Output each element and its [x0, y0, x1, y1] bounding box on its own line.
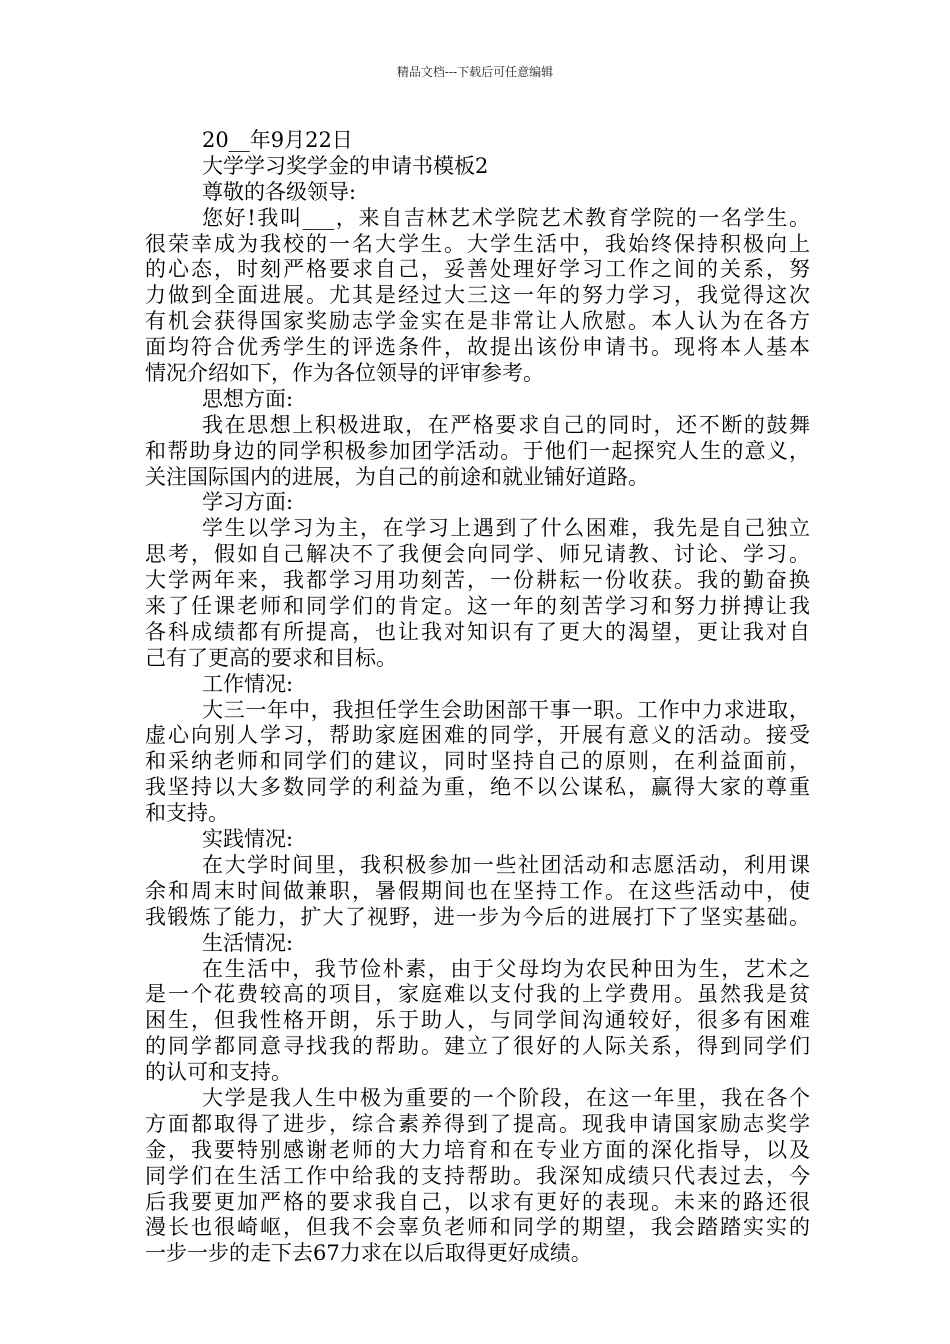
text-line: 情况介绍如下，作为各位领导的评审参考。 [145, 361, 544, 386]
page-header: 精品文档---下载后可任意编辑 [396, 65, 554, 79]
text-line: 20__年9月22日 [202, 128, 353, 152]
text-line: 各科成绩都有所提高，也让我对知识有了更大的渴望，更让我对自 [145, 619, 810, 644]
text-line: 大学学习奖学金的申请书模板2 [202, 153, 489, 178]
text-line: 实践情况: [202, 827, 294, 852]
text-line: 学生以学习为主，在学习上遇到了什么困难，我先是自己独立 [202, 516, 810, 541]
text-line: 的心态，时刻严格要求自己，妥善处理好学习工作之间的关系，努 [145, 257, 810, 282]
text-line: 生活情况: [202, 930, 294, 955]
text-line: 大学是我人生中极为重要的一个阶段，在这一年里，我在各个 [202, 1085, 810, 1110]
text-line: 我在思想上积极进取，在严格要求自己的同时，还不断的鼓舞 [202, 412, 810, 437]
text-line: 和帮助身边的同学积极参加团学活动。于他们一起探究人生的意义， [145, 438, 810, 463]
text-line: 关注国际国内的进展，为自己的前途和就业铺好道路。 [145, 464, 649, 489]
text-line: 面均符合优秀学生的评选条件，故提出该份申请书。现将本人基本 [145, 335, 810, 360]
text-line: 和支持。 [145, 801, 229, 826]
text-line: 余和周末时间做兼职，暑假期间也在坚持工作。在这些活动中，使 [145, 878, 810, 903]
text-line: 困生，但我性格开朗，乐于助人，与同学间沟通较好，很多有困难 [145, 1008, 810, 1033]
text-line: 是一个花费较高的项目，家庭难以支付我的上学费用。虽然我是贫 [145, 982, 810, 1007]
text-line: 我坚持以大多数同学的利益为重，绝不以公谋私，赢得大家的尊重 [145, 775, 810, 800]
text-line: 来了任课老师和同学们的肯定。这一年的刻苦学习和努力拼搏让我 [145, 594, 810, 619]
text-line: 您好!我叫___，来自吉林艺术学院艺术教育学院的一名学生。 [202, 205, 810, 230]
text-line: 有机会获得国家奖励志学金实在是非常让人欣慰。本人认为在各方 [145, 309, 810, 334]
text-line: 力做到全面进展。尤其是经过大三这一年的努力学习，我觉得这次 [145, 283, 810, 308]
text-line: 学习方面: [202, 490, 294, 515]
text-line: 大学两年来，我都学习用功刻苦，一份耕耘一份收获。我的勤奋换 [145, 568, 810, 593]
text-line: 虚心向别人学习，帮助家庭困难的同学，开展有意义的活动。接受 [145, 723, 810, 748]
text-line: 漫长也很崎岖，但我不会辜负老师和同学的期望，我会踏踏实实的 [145, 1215, 810, 1240]
document-body [145, 128, 810, 1267]
text-line: 己有了更高的要求和目标。 [145, 645, 397, 670]
text-line: 思考，假如自己解决不了我便会向同学、师兄请教、讨论、学习。 [145, 542, 810, 567]
text-line: 在生活中，我节俭朴素，由于父母均为农民种田为生，艺术之 [202, 956, 810, 981]
text-line: 尊敬的各级领导: [202, 179, 357, 204]
text-line: 和采纳老师和同学们的建议，同时坚持自己的原则，在利益面前， [145, 749, 810, 774]
text-line: 的认可和支持。 [145, 1060, 292, 1085]
text-line: 方面都取得了进步，综合素养得到了提高。现我申请国家励志奖学 [145, 1111, 810, 1136]
text-line: 一步一步的走下去67力求在以后取得更好成绩。 [145, 1241, 592, 1266]
text-line: 金，我要特别感谢老师的大力培育和在专业方面的深化指导，以及 [145, 1137, 810, 1162]
text-line: 的同学都同意寻找我的帮助。建立了很好的人际关系，得到同学们 [145, 1034, 810, 1059]
text-line: 大三一年中，我担任学生会助困部干事一职。工作中力求进取， [202, 697, 810, 722]
text-line: 在大学时间里，我积极参加一些社团活动和志愿活动，利用课 [202, 852, 810, 877]
text-line: 工作情况: [202, 671, 294, 696]
text-line: 同学们在生活工作中给我的支持帮助。我深知成绩只代表过去，今 [145, 1163, 810, 1188]
text-line: 很荣幸成为我校的一名大学生。大学生活中，我始终保持积极向上 [145, 231, 810, 256]
text-line: 思想方面: [202, 386, 294, 411]
text-line: 后我要更加严格的要求我自己，以求有更好的表现。未来的路还很 [145, 1189, 810, 1214]
text-line: 我锻炼了能力，扩大了视野，进一步为今后的进展打下了坚实基础。 [145, 904, 810, 929]
